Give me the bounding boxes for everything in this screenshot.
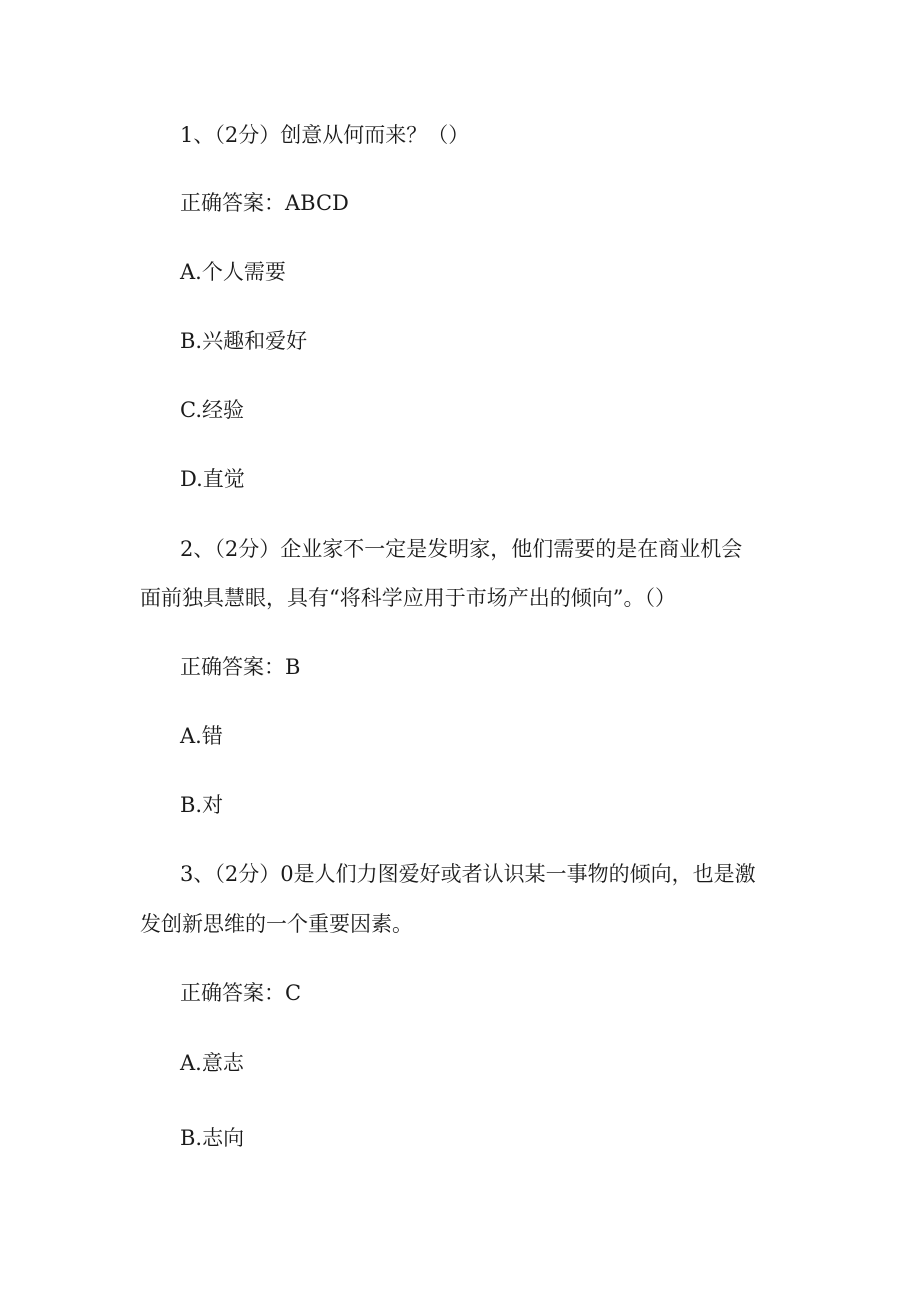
- question-2-option-b: B.对: [180, 793, 224, 817]
- question-2-option-a: A.错: [180, 724, 223, 748]
- question-3-stem-line-2: 发创新思维的一个重要因素。: [140, 912, 413, 936]
- question-1-option-b: B.兴趣和爱好: [180, 329, 308, 353]
- question-3-option-a: A.意志: [180, 1051, 244, 1075]
- question-1-option-c: C.经验: [180, 398, 244, 422]
- question-3-option-b: B.志向: [180, 1126, 245, 1150]
- question-1-option-d: D.直觉: [180, 467, 245, 491]
- question-2-stem-line-1: 2、（2分）企业家不一定是发明家，他们需要的是在商业机会: [180, 537, 743, 561]
- question-2-answer: 正确答案：B: [180, 655, 301, 679]
- question-3-stem-line-1: 3、（2分）0是人们力图爱好或者认识某一事物的倾向，也是激: [180, 862, 756, 886]
- question-2-stem-line-2: 面前独具慧眼，具有“将科学应用于市场产出的倾向”。（）: [140, 586, 676, 610]
- question-3-answer: 正确答案：C: [180, 981, 302, 1005]
- question-1-answer: 正确答案：ABCD: [180, 191, 349, 215]
- question-1-stem: 1、（2分）创意从何而来？（）: [180, 123, 470, 147]
- question-1-option-a: A.个人需要: [180, 260, 286, 284]
